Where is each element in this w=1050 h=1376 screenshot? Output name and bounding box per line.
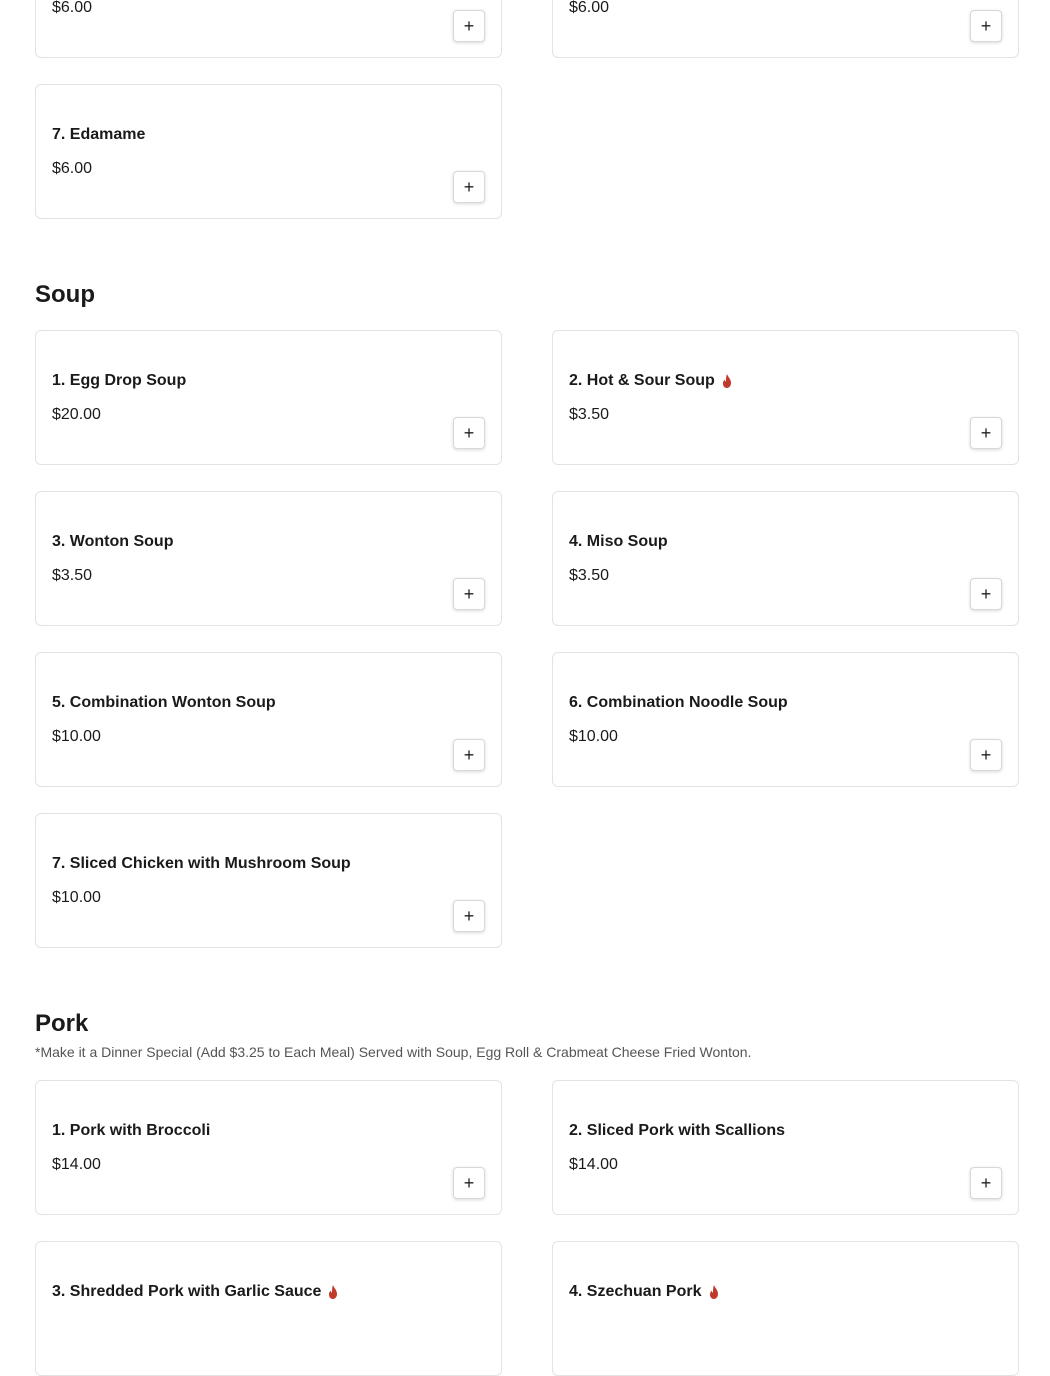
add-to-cart-button[interactable]: +	[453, 417, 485, 449]
menu-item-card[interactable]	[552, 0, 1019, 58]
add-to-cart-button[interactable]: +	[453, 578, 485, 610]
item-name	[52, 1283, 339, 1301]
item-name	[569, 694, 788, 712]
item-price: $6.00	[52, 160, 93, 177]
item-name-text: 4. Szechuan Pork	[569, 1283, 702, 1300]
item-name	[569, 1122, 785, 1140]
menu-item-card[interactable]	[552, 491, 1019, 626]
section-note: *Make it a Dinner Special (Add $3.25 to Each Meal) Served with Soup, Egg Roll & Crabmeat Cheese Fried Wonton.	[35, 1044, 752, 1060]
item-name-text: 7. Sliced Chicken with Mushroom Soup	[52, 855, 351, 872]
menu-item-card[interactable]	[35, 1241, 502, 1376]
item-price: $3.50	[569, 567, 610, 584]
item-name-text: 6. Combination Noodle Soup	[569, 694, 788, 711]
item-name-text: 4. Miso Soup	[569, 533, 668, 550]
add-to-cart-button[interactable]: +	[970, 417, 1002, 449]
item-price: $6.00	[52, 0, 93, 16]
item-price: $10.00	[52, 728, 101, 745]
add-to-cart-button[interactable]: +	[970, 739, 1002, 771]
item-price: $10.00	[569, 728, 618, 745]
item-price: $10.00	[52, 889, 101, 906]
item-name-text: 1. Pork with Broccoli	[52, 1122, 211, 1139]
spicy-flame-icon	[327, 1285, 339, 1299]
add-to-cart-button[interactable]: +	[453, 739, 485, 771]
spicy-flame-icon	[708, 1285, 720, 1299]
add-to-cart-button[interactable]: +	[970, 1167, 1002, 1199]
item-name-text: 2. Sliced Pork with Scallions	[569, 1122, 786, 1139]
item-name-text: 3. Wonton Soup	[52, 533, 174, 550]
menu-item-card[interactable]	[35, 491, 502, 626]
add-to-cart-button[interactable]: +	[453, 1167, 485, 1199]
add-to-cart-button[interactable]: +	[970, 578, 1002, 610]
add-to-cart-button[interactable]: +	[453, 900, 485, 932]
add-to-cart-button[interactable]: +	[453, 10, 485, 42]
menu-item-card[interactable]	[552, 1241, 1019, 1376]
menu-item-card[interactable]	[35, 652, 502, 787]
menu-item-card[interactable]	[35, 84, 502, 219]
menu-item-card[interactable]	[35, 330, 502, 465]
item-price: $14.00	[52, 1156, 101, 1173]
menu-item-card[interactable]	[35, 1080, 502, 1215]
section-title-soup: Soup	[35, 281, 95, 308]
item-price: $14.00	[569, 1156, 618, 1173]
item-name	[52, 372, 186, 390]
menu-item-card[interactable]	[552, 652, 1019, 787]
item-name	[52, 694, 276, 712]
item-price: $6.00	[569, 0, 610, 16]
item-name-text: 2. Hot & Sour Soup	[569, 372, 715, 389]
item-name	[569, 533, 668, 551]
item-name	[569, 1283, 720, 1301]
spicy-flame-icon	[721, 374, 733, 388]
item-name	[52, 855, 351, 873]
menu-item-card[interactable]	[35, 813, 502, 948]
section-title-pork: Pork	[35, 1010, 89, 1037]
item-name-text: 1. Egg Drop Soup	[52, 372, 187, 389]
item-name	[569, 372, 733, 390]
item-name-text: 5. Combination Wonton Soup	[52, 694, 276, 711]
item-name	[52, 1122, 210, 1140]
add-to-cart-button[interactable]: +	[453, 171, 485, 203]
item-name-text: 3. Shredded Pork with Garlic Sauce	[52, 1283, 322, 1300]
item-price: $3.50	[569, 406, 610, 423]
menu-item-card[interactable]	[552, 330, 1019, 465]
item-name: 7. Edamame	[52, 126, 146, 143]
menu-item-card[interactable]	[552, 1080, 1019, 1215]
menu-item-card[interactable]	[35, 0, 502, 58]
item-name	[52, 533, 173, 551]
item-price: $3.50	[52, 567, 93, 584]
item-price: $20.00	[52, 406, 101, 423]
add-to-cart-button[interactable]: +	[970, 10, 1002, 42]
